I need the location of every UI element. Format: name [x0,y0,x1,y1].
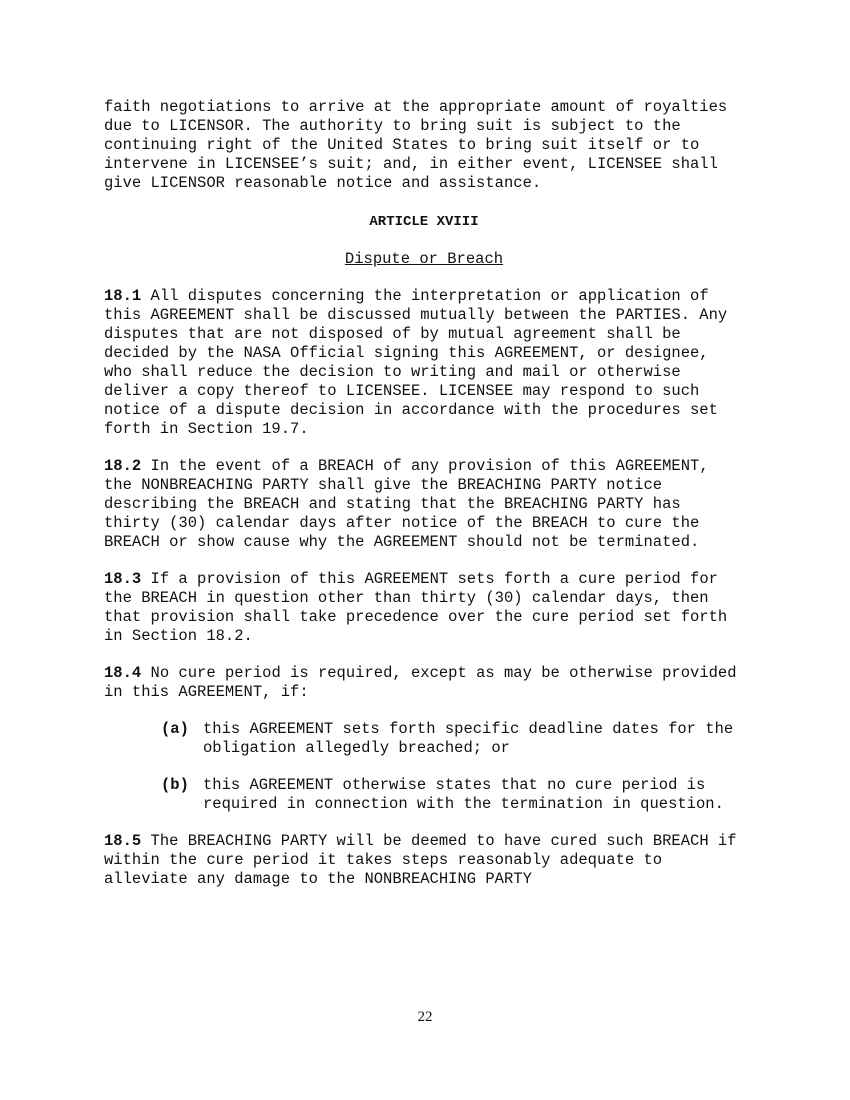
section-number: 18.3 [104,570,142,588]
section-text: All disputes concerning the interpretation or application of this AGREEMENT shall be discussed mutually between the PARTIES. Any disputes that are not disposed of by mutual agreement shall be decided by the NASA Official signing this AGREEMENT, or designee, who shall reduce the decision to writing and mail or otherwise deliver a copy thereof to LICENSEE. LICENSEE may respond to such notice of a dispute decision in accordance with the procedures set forth in Section 19.7. [104,287,728,438]
document-page [104,98,744,907]
item-label: (a) [161,720,189,738]
section-text: If a provision of this AGREEMENT sets forth a cure period for the BREACH in question other than thirty (30) calendar days, then that provision shall take precedence over the cure period set forth in Section 18.2. [104,570,728,645]
section-text: No cure period is required, except as may be otherwise provided in this AGREEMENT, if: [104,664,737,701]
section-number: 18.4 [104,664,142,682]
item-label: (b) [161,776,189,794]
section-text: The BREACHING PARTY will be deemed to have cured such BREACH if within the cure period it takes steps reasonably adequate to alleviate any damage to the NONBREACHING PARTY [104,832,737,888]
section-18-2 [104,457,744,552]
section-text: In the event of a BREACH of any provision of this AGREEMENT, the NONBREACHING PARTY shall give the BREACHING PARTY notice describing the BREACH and stating that the BREACHING PARTY has thirty (30) calendar days after notice of the BREACH to cure the BREACH or show cause why the AGREEMENT should not be terminated. [104,457,709,551]
opening-paragraph: faith negotiations to arrive at the appropriate amount of royalties due to LICENSOR. The authority to bring suit is subject to the continuing right of the United States to bring suit itself or to intervene in LICENSEE’s suit; and, in either event, LICENSEE shall give LICENSOR reasonable notice and assistance. [104,98,728,192]
section-number: 18.1 [104,287,142,305]
article-subheading: Dispute or Breach [344,250,504,268]
item-text: this AGREEMENT sets forth specific deadline dates for the obligation allegedly breached; or [203,720,734,757]
page-number: 22 [417,1009,433,1025]
section-18-5 [104,832,744,889]
section-18-3 [104,570,744,646]
section-18-1 [104,287,744,439]
article-heading: ARTICLE XVIII [369,214,479,230]
section-number: 18.5 [104,832,142,850]
section-18-4-item-a [161,720,744,758]
section-18-4 [104,664,744,702]
section-number: 18.2 [104,457,142,475]
section-18-4-item-b [161,776,744,814]
item-text: this AGREEMENT otherwise states that no cure period is required in connection with the termination in question. [203,776,724,813]
